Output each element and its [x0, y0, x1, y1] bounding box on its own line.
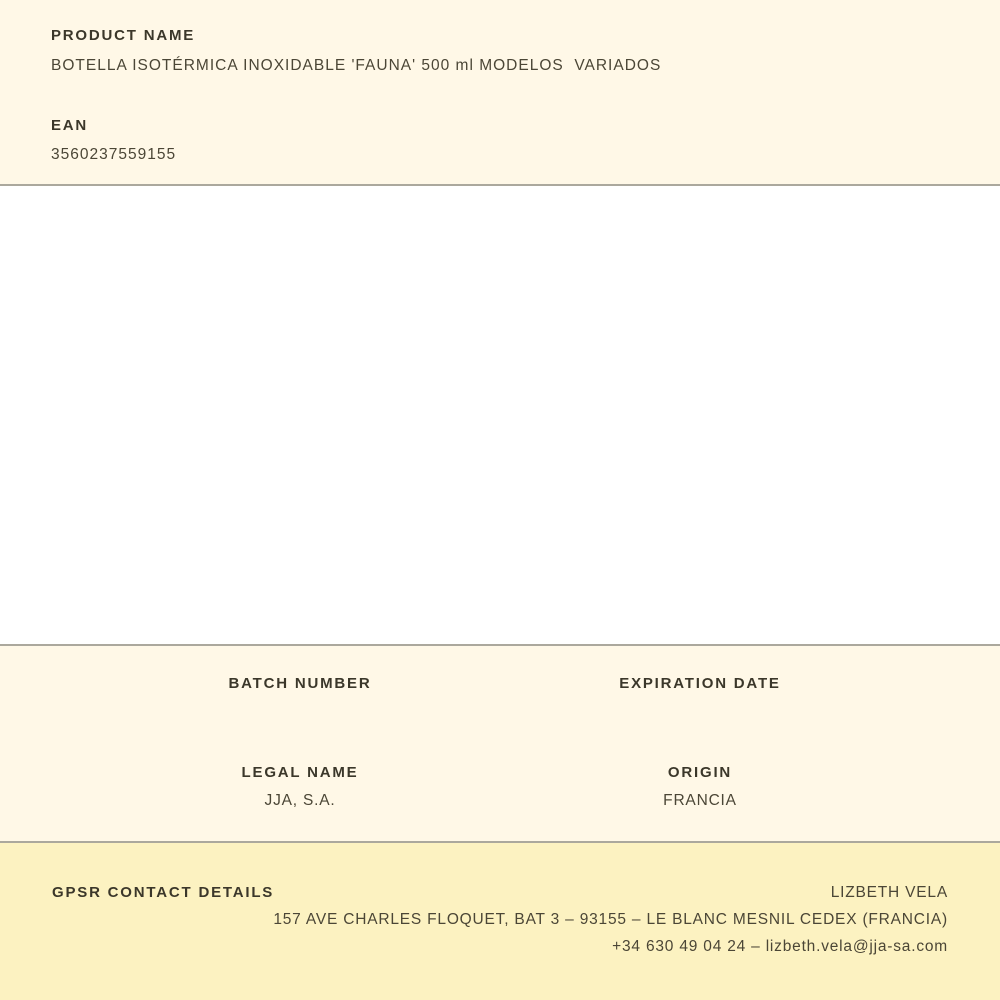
details-row-legal-origin	[100, 765, 900, 809]
batch-number-field	[100, 676, 500, 765]
origin-value: FRANCIA	[663, 792, 737, 809]
gpsr-contact-person: LIZBETH VELA	[830, 884, 948, 901]
gpsr-contact-section	[0, 843, 1000, 1000]
product-name-label: PRODUCT NAME	[51, 27, 196, 44]
legal-name-value: JJA, S.A.	[264, 792, 336, 809]
details-row-batch-expiration	[100, 676, 900, 765]
gpsr-contact-phone-email: +34 630 49 04 24 – lizbeth.vela@jja-sa.com	[612, 938, 948, 955]
details-grid-section	[0, 646, 1000, 843]
origin-field	[500, 765, 900, 809]
product-header-section	[0, 0, 1000, 186]
legal-name-label: LEGAL NAME	[241, 764, 359, 781]
ean-label: EAN	[51, 117, 89, 134]
product-name-value: BOTELLA ISOTÉRMICA INOXIDABLE 'FAUNA' 500 ml MODELOS VARIADOS	[51, 57, 662, 74]
gpsr-contact-header-row	[52, 885, 948, 901]
gpsr-contact-heading: GPSR CONTACT DETAILS	[52, 884, 275, 901]
gpsr-contact-address: 157 AVE CHARLES FLOQUET, BAT 3 – 93155 – LE BLANC MESNIL CEDEX (FRANCIA)	[273, 911, 948, 928]
batch-number-label: BATCH NUMBER	[228, 675, 372, 692]
legal-name-field	[100, 765, 500, 809]
expiration-date-field	[500, 676, 900, 765]
expiration-date-label: EXPIRATION DATE	[619, 675, 781, 692]
ean-value: 3560237559155	[51, 146, 177, 163]
origin-label: ORIGIN	[667, 764, 733, 781]
empty-content-area	[0, 186, 1000, 646]
